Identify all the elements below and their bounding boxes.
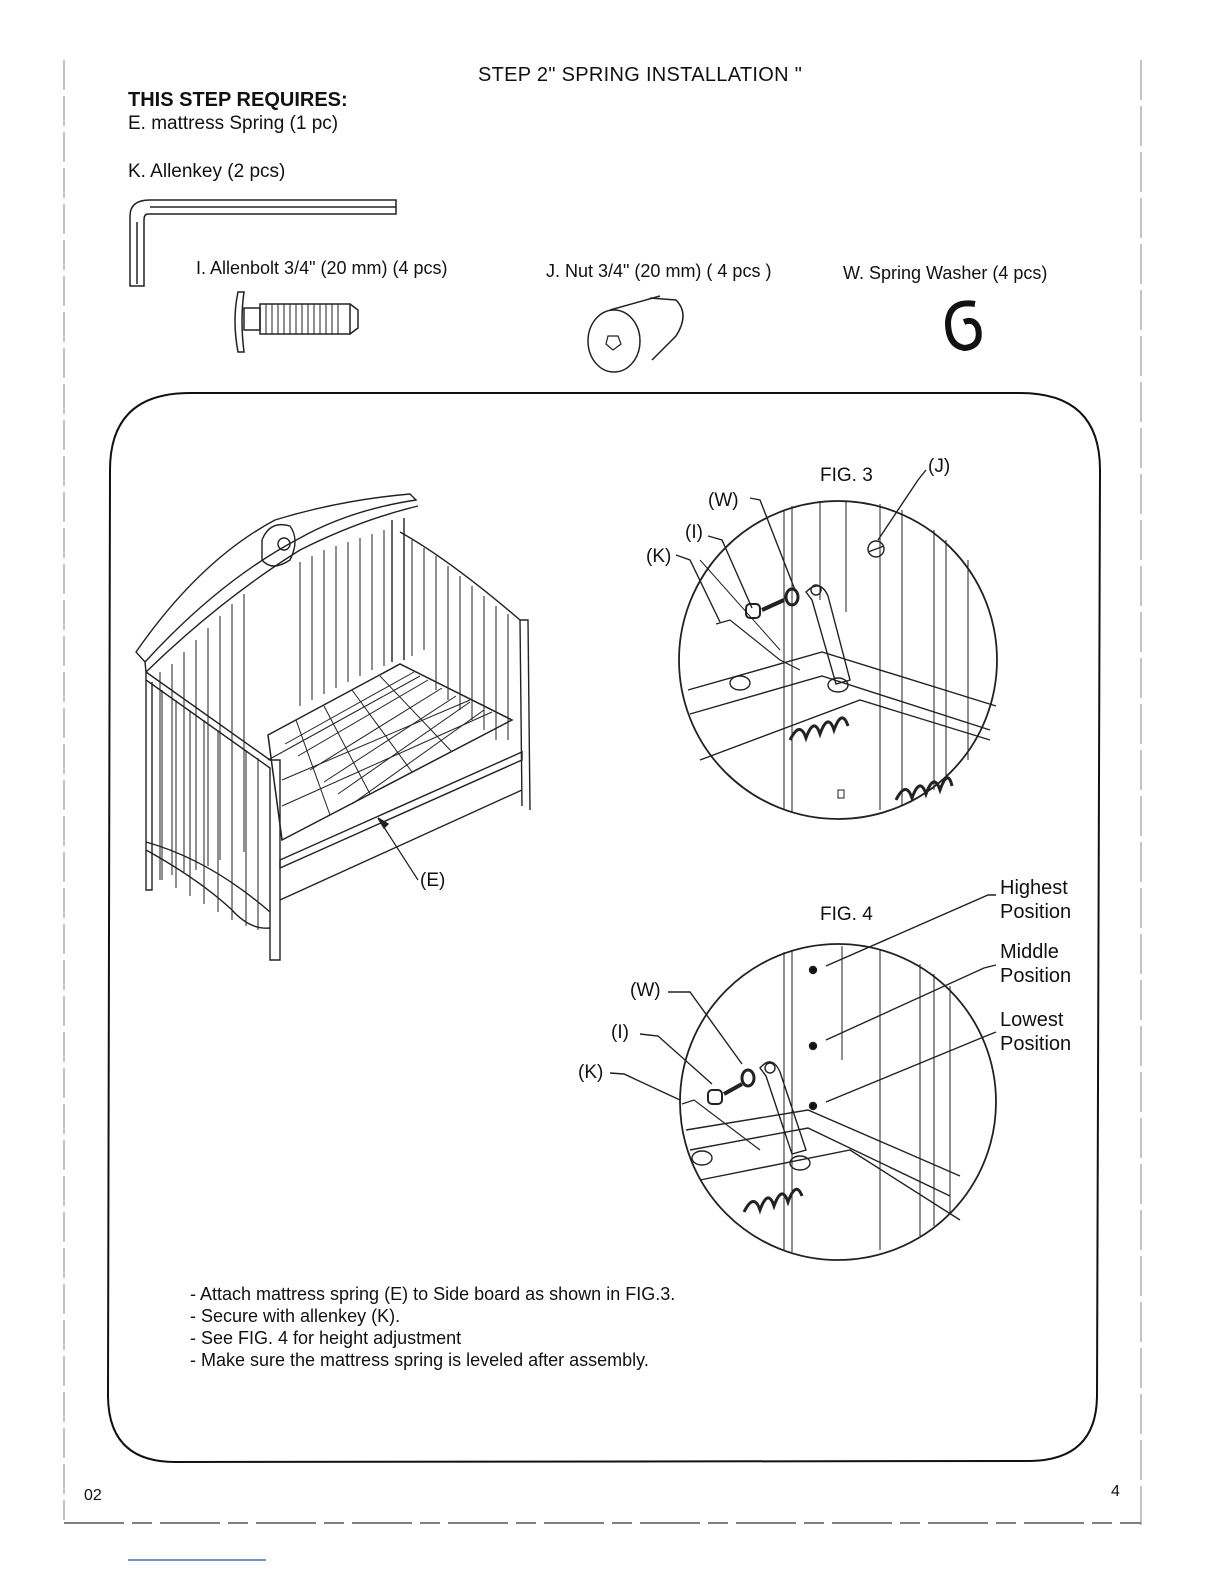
instruction-item: - Make sure the mattress spring is leveled after assembly.	[190, 1350, 649, 1370]
position-middle	[1000, 940, 1071, 988]
fig3-title: FIG. 3	[820, 465, 873, 486]
nut-icon	[588, 296, 683, 372]
fig4-title: FIG. 4	[820, 904, 873, 925]
fig4-detail	[610, 895, 996, 1260]
instruction-item: - See FIG. 4 for height adjustment	[190, 1328, 462, 1348]
part-mattress-spring: E. mattress Spring (1 pc)	[128, 113, 339, 134]
crib-drawing	[136, 494, 530, 960]
position-highest-line2: Position	[1000, 901, 1072, 923]
instruction-item: - Attach mattress spring (E) to Side board as shown in FIG.3.	[190, 1284, 676, 1304]
position-lowest	[1000, 1008, 1071, 1056]
fig3-label-w: (W)	[708, 490, 739, 511]
part-nut: J. Nut 3/4" (20 mm) ( 4 pcs )	[546, 261, 772, 281]
allenbolt-icon	[235, 292, 358, 352]
fig4-label-w: (W)	[630, 980, 661, 1001]
footer-code: 02	[84, 1487, 102, 1504]
step-title: STEP 2" SPRING INSTALLATION "	[478, 64, 803, 86]
position-highest	[1000, 876, 1071, 924]
part-spring-washer: W. Spring Washer (4 pcs)	[843, 263, 1048, 283]
position-middle-line1: Middle	[1000, 941, 1059, 963]
fig3-detail	[676, 470, 997, 819]
fig3-label-i: (I)	[685, 522, 703, 543]
crib-label-e: (E)	[420, 870, 446, 891]
instructions-list	[190, 1283, 675, 1371]
position-middle-line2: Position	[1000, 965, 1072, 987]
fig4-label-k: (K)	[578, 1062, 604, 1083]
part-allenkey: K. Allenkey (2 pcs)	[128, 161, 286, 182]
fig3-label-j: (J)	[928, 456, 951, 477]
fig3-label-k: (K)	[646, 546, 672, 567]
spring-washer-icon	[948, 303, 979, 348]
page-number: 4	[1111, 1483, 1120, 1500]
requires-heading: THIS STEP REQUIRES:	[128, 89, 348, 111]
position-lowest-line2: Position	[1000, 1033, 1072, 1055]
instruction-item: - Secure with allenkey (K).	[190, 1306, 401, 1326]
part-allenbolt: I. Allenbolt 3/4" (20 mm) (4 pcs)	[196, 258, 448, 278]
position-highest-line1: Highest	[1000, 877, 1068, 899]
position-lowest-line1: Lowest	[1000, 1009, 1064, 1031]
fig4-label-i: (I)	[611, 1022, 629, 1043]
